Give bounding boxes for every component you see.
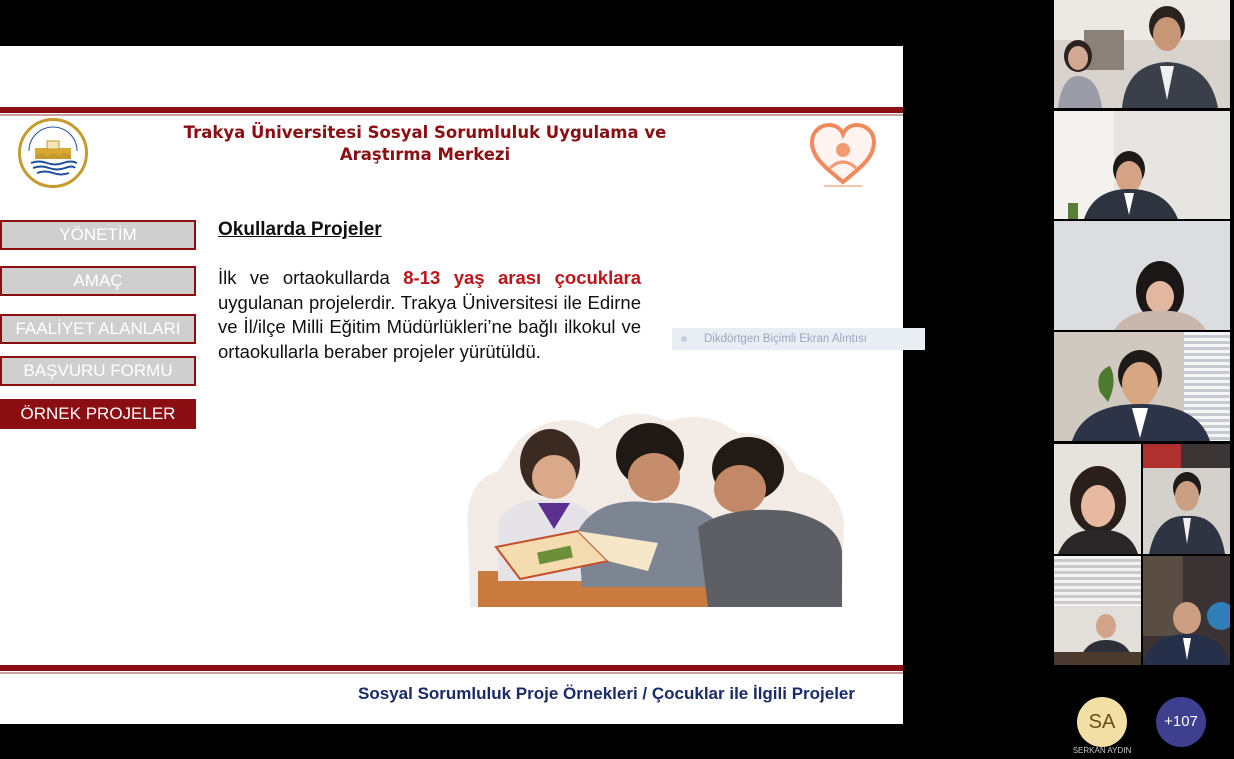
participant-name: SERKAN AYDIN — [1072, 746, 1132, 755]
participant-video-tile[interactable] — [1143, 556, 1230, 665]
participant-video-feed — [1054, 221, 1230, 330]
university-logo — [18, 118, 88, 188]
participant-video-feed — [1054, 0, 1230, 108]
menu-faaliyet-alanlari-button[interactable]: FAALİYET ALANLARI — [0, 314, 196, 344]
participant-video-feed — [1054, 111, 1230, 219]
participant-video-tile[interactable] — [1054, 332, 1230, 441]
description-text-start: İlk ve ortaokullarda — [218, 267, 404, 288]
menu-yonetim-button[interactable]: YÖNETİM — [0, 220, 196, 250]
participant-video-tile[interactable] — [1054, 444, 1141, 554]
slide-top-bar — [0, 107, 903, 113]
participant-video-tile[interactable] — [1054, 221, 1230, 330]
shared-slide — [0, 46, 903, 724]
menu-basvuru-formu-button[interactable]: BAŞVURU FORMU — [0, 356, 196, 386]
section-title: Okullarda Projeler — [218, 219, 382, 240]
participant-video-feed — [1143, 556, 1230, 665]
slide-title — [140, 122, 710, 166]
slide-bottom-bar — [0, 665, 903, 671]
participant-video-tile[interactable] — [1054, 556, 1141, 665]
menu-ornek-projeler-button[interactable]: ÖRNEK PROJELER — [0, 399, 196, 429]
participant-video-feed — [1054, 332, 1230, 441]
participant-video-feed — [1054, 444, 1141, 554]
slide-title-line2: Araştırma Merkezi — [339, 145, 511, 164]
participant-video-tile[interactable] — [1054, 0, 1230, 108]
participant-video-tile[interactable] — [1143, 444, 1230, 554]
participant-video-feed — [1143, 444, 1230, 554]
description-text-end: uygulanan projelerdir. Trakya Üniversitesi ile Edirne ve İl/ilçe Milli Eğitim Müdürlükleri’ne bağlı ilkokul ve ortaokullarla beraber projeler yürütüldü. — [218, 291, 641, 362]
tooltip-dot-icon — [681, 336, 687, 342]
age-range-highlight: 8-13 yaş arası çocuklara — [403, 267, 641, 288]
children-reading-photo — [458, 411, 846, 611]
slide-title-line1: Trakya Üniversitesi Sosyal Sorumluluk Uygulama ve — [183, 123, 667, 142]
tooltip-label: Dikdörtgen Biçimli Ekran Alıntısı — [704, 333, 867, 345]
project-description — [218, 266, 641, 364]
participant-avatar[interactable]: SA — [1077, 697, 1127, 747]
screen-clip-tooltip — [672, 328, 925, 350]
slide-bottom-bar-accent — [0, 672, 903, 674]
more-participants-button[interactable]: +107 — [1156, 697, 1206, 747]
slide-footer: Sosyal Sorumluluk Proje Örnekleri / Çocuklar ile İlgili Projeler — [358, 684, 855, 703]
slide-top-bar-accent — [0, 114, 903, 116]
menu-amac-button[interactable]: AMAÇ — [0, 266, 196, 296]
heart-logo-icon — [806, 120, 880, 192]
participant-video-feed — [1054, 556, 1141, 665]
participant-video-tile[interactable] — [1054, 111, 1230, 219]
